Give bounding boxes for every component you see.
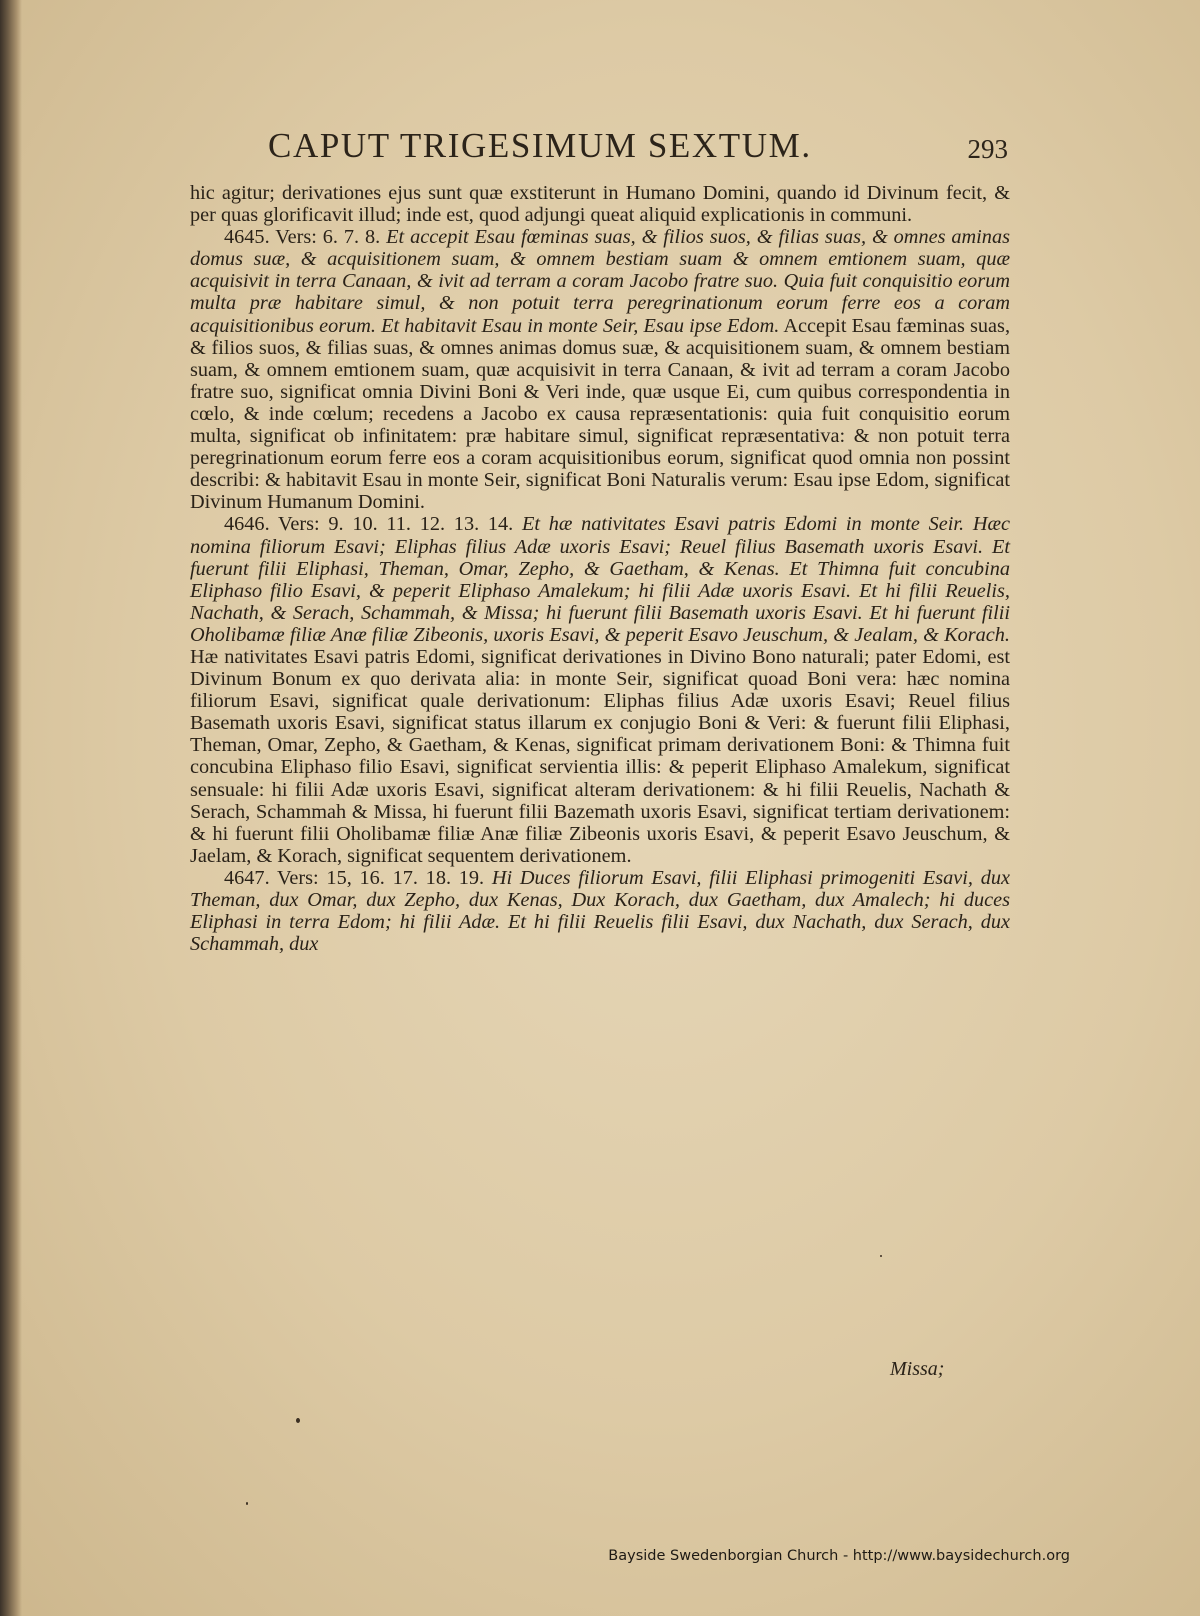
page-header [268,126,1008,178]
paragraph-4645 [190,226,1010,513]
verse-reference: Vers: 6. 7. 8. [275,226,381,249]
scripture-quote: Et hæ nativitates Esavi patris Edomi in monte Seir. Hæc nomina filiorum Esavi; Eliphas filius Adæ uxoris Esavi; Reuel filius Basemath uxoris Esavi. Et fuerunt filii Eliphasi, Theman, Omar, Zepho, & Gaetham, & Kenas. Et Thimna fuit concubina Eliphaso filio Esavi, & peperit Eliphaso Amalekum; hi filii Adæ uxoris Esavi. Et hi filii Reuelis, Nachath, & Serach, Schammah, & Missa; hi fuerunt filii Basemath uxoris Esavi. Et hi fuerunt filii Oholibamæ filiæ Anæ filiæ Zibeonis, uxoris Esavi, & peperit Esavo Jeuschum, & Jealam, & Korach. [190,513,1010,646]
ink-speck [246,1502,248,1505]
verse-reference: Vers: 9. 10. 11. 12. 13. 14. [278,513,514,536]
page-number: 293 [967,134,1008,164]
footer-credit: Bayside Swedenborgian Church - http://www.baysidechurch.org [608,1548,1070,1564]
explanation-text: Hæ nativitates Esavi patris Edomi, significat derivationes in Divino Bono naturali; pater Edomi, est Divinum Bonum ex quo derivata alia: in monte Seir, significat quoad Boni vera: hæc nomina filiorum Esavi, significat quale derivationum: Eliphas filius Adæ uxoris Esavi; Reuel filius Basemath uxoris Esavi, significat status illarum ex conjugio Boni & Veri: & fuerunt filii Eliphasi, Theman, Omar, Zepho, & Gaetham, & Kenas, significat primam derivationem Boni: & Thimna fuit concubina Eliphaso filio Esavi, significat servientia illis: & peperit Eliphaso Amalekum, significat sensuale: hi filii Adæ uxoris Esavi, significat alteram derivationem: & hi filii Reuelis, Nachath & Serach, Schammah & Missa, hi fuerunt filii Bazemath uxoris Esavi, significat tertiam derivationem: & hi fuerunt filii Oholibamæ filiæ Anæ filiæ Zibeonis uxoris Esavi, & peperit Esavo Jeuschum, & Jaelam, & Korach, significat sequentem derivationem. [190,645,1010,867]
paragraph-number: 4647. [224,866,270,889]
catchword: Missa; [890,1358,945,1380]
verse-reference: Vers: 15, 16. 17. 18. 19. [277,866,485,889]
scripture-quote: Hi Duces filiorum Esavi, filii Eliphasi primogeniti Esavi, dux Theman, dux Omar, dux Zepho, dux Kenas, Dux Korach, dux Gaetham, dux Amalech; hi duces Eliphasi in terra Edom; hi filii Adæ. Et hi filii Reuelis filii Esavi, dux Nachath, dux Serach, dux Schammah, dux [190,866,1010,956]
opening-text: hic agitur; derivationes ejus sunt quæ exstiterunt in Humano Domini, quando id Divinum fecit, & per quas glorificavit illud; inde est, quod adjungi queat aliquid explicationis in communi. [190,182,1010,227]
paragraph-number: 4645. [224,226,270,249]
ink-speck [880,1255,882,1257]
body-text [190,182,1010,955]
paragraph-4647 [190,867,1010,955]
explanation-text: Accepit Esau fæminas suas, & filios suos, & filias suas, & omnes animas domus suæ, & acquisitionem suam, & omnem bestiam suam, & omnem emtionem suam, quæ acquisivit in terra Canaan, & ivit ad terram a coram Jacobo fratre suo, significat omnia Divini Boni & Veri inde, quæ usque Ei, cum quibus correspondentia in cœlo, & inde cœlum; recedens a Jacobo ex causa repræsentationis: quia fuit conquisitio eorum multa, significat ob infinitatem: præ habitare simul, significat repræsentativa: & non potuit terra peregrinationum eorum ferre eos a coram acquisitionibus eorum, significat quod omnia non possint describi: & habitavit Esau in monte Seir, significat Boni Naturalis verum: Esau ipse Edom, significat Divinum Humanum Domini. [190,314,1011,514]
ink-speck [296,1418,300,1423]
page-binding-shadow [0,0,22,1616]
scripture-quote: Et accepit Esau fœminas suas, & filios suos, & filias suas, & omnes aminas domus suæ, & acquisitionem suam, & omnem bestiam suam & omnem emtionem suam, quæ acquisivit in terra Canaan, & ivit ad terram a coram Jacobo fratre suo. Quia fuit conquisitio eorum multa præ habitare simul, & non potuit terra peregrinationum eorum ferre eos a coram acquisitionibus eorum. Et habitavit Esau in monte Seir, Esau ipse Edom. [190,226,1010,337]
paragraph-4646 [190,513,1010,867]
paragraph-number: 4646. [224,513,270,536]
running-title: CAPUT TRIGESIMUM SEXTUM. [268,126,812,165]
